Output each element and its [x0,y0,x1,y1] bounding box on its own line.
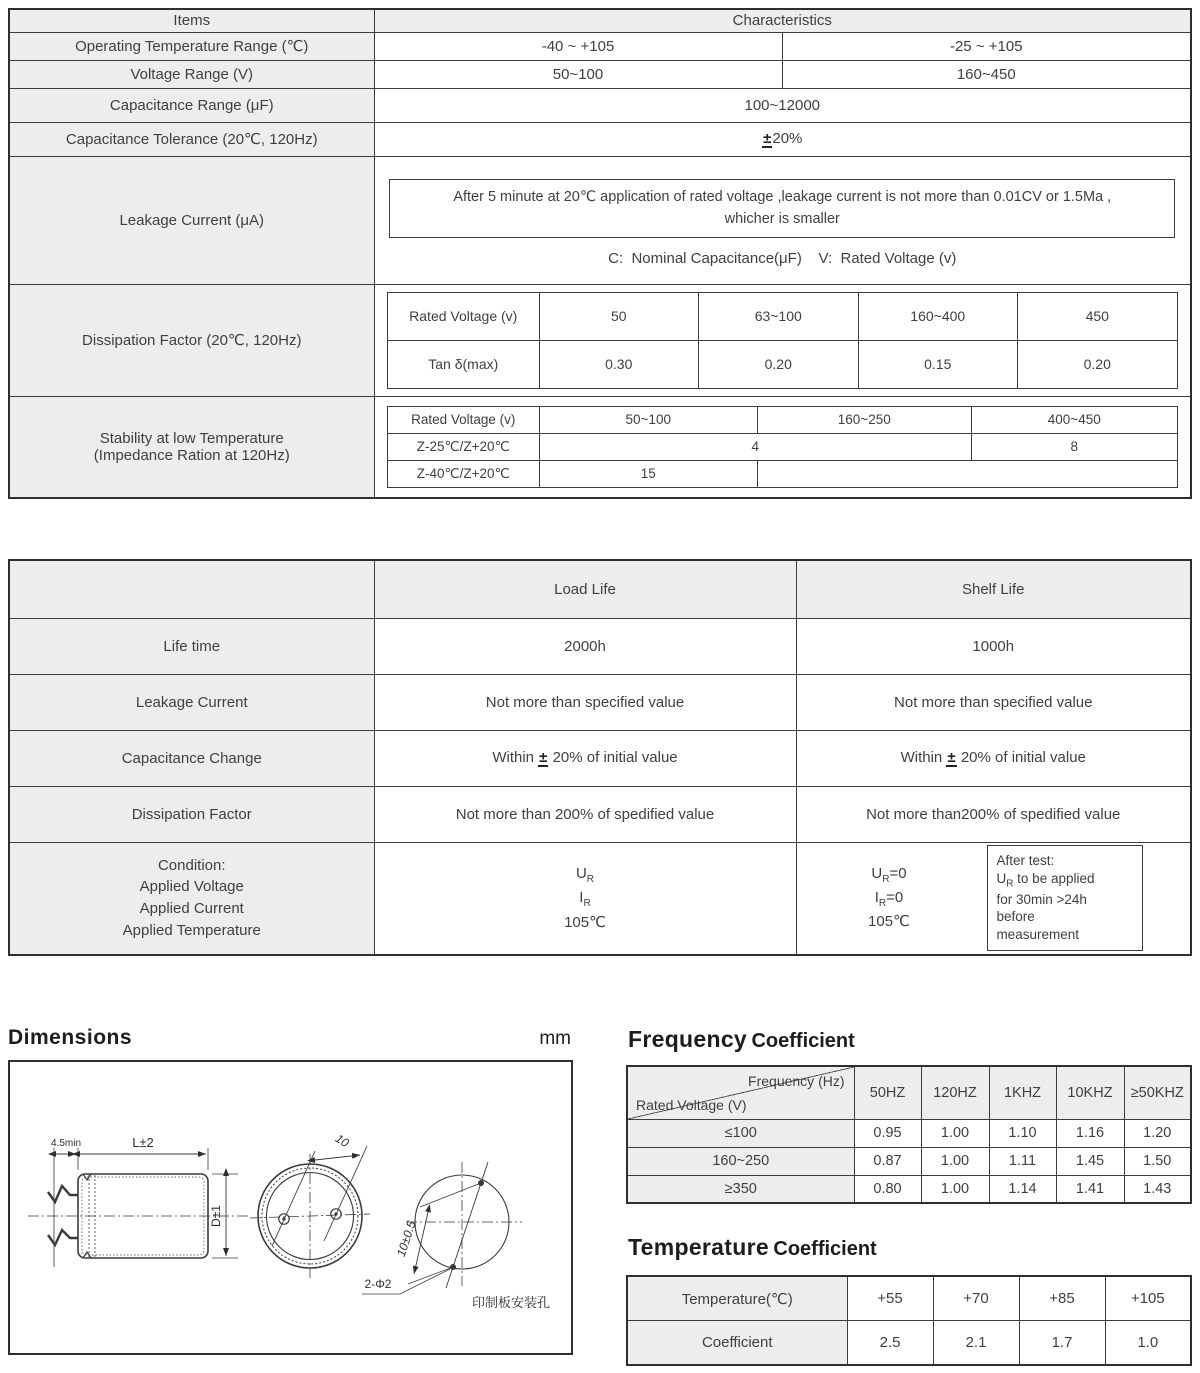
plus-minus-sign: ± [763,129,772,147]
hole-size-label: 2-Φ2 [364,1276,392,1291]
capchange-label: Capacitance Change [9,730,374,786]
df-voltage-col: 160~400 [858,292,1017,340]
shelf-condition-lines: $U_R=0$ $I_R=0$ 105℃ [868,864,910,930]
df-voltage-col: 50 [539,292,698,340]
st-z40-value-b [757,460,1177,487]
df-load-value: Not more than 200% of spedified value [374,786,796,842]
leakage-row-label: Leakage Current [9,674,374,730]
voltage-range-label: Voltage Range (V) [9,60,374,88]
freq-row-label: 160~250 [627,1147,854,1175]
freq-value: 1.45 [1056,1147,1124,1175]
df-tan-value: 0.20 [698,340,858,388]
freq-value: 1.50 [1124,1147,1191,1175]
leakage-shelf-value: Not more than specified value [796,674,1191,730]
temperature-row-label: Temperature(℃) [627,1276,847,1321]
plus-minus-sign: ± [539,748,548,766]
coefficient-value: 2.1 [933,1321,1019,1366]
st-voltage-col: 160~250 [757,406,971,433]
corner-frequency-label: Frequency (Hz) [748,1072,845,1089]
freq-value: 1.41 [1056,1175,1124,1203]
leakage-load-value: Not more than specified value [374,674,796,730]
freq-value: 0.95 [854,1119,921,1147]
capchange-shelf-value: Within ± 20% of initial value [796,730,1191,786]
freq-value: 1.43 [1124,1175,1191,1203]
freq-value: 0.80 [854,1175,921,1203]
freq-col-header: 120HZ [921,1066,989,1120]
st-voltage-col: 50~100 [539,406,757,433]
characteristics-header: Characteristics [374,9,1191,32]
cap-tolerance-value: ±20% [374,122,1191,156]
temperature-coefficient-table [626,1275,1192,1366]
temp-range-low-voltage: -40 ~ +105 [374,32,782,60]
st-voltage-col: 400~450 [971,406,1177,433]
lifetime-label: Life time [9,618,374,674]
st-z40-label: Z-40℃/Z+20℃ [387,460,539,487]
dissipation-factor-label: Dissipation Factor (20℃, 120Hz) [9,284,374,396]
temperature-coefficient-title: Temperature Coefficient [628,1234,877,1260]
df-tan-value: 0.20 [1017,340,1177,388]
freq-value: 1.11 [989,1147,1056,1175]
leakage-note-box: After 5 minute at 20℃ application of rated voltage ,leakage current is not more than 0.01CV or 1.5Ma , whicher is smaller [389,179,1175,237]
cap-tolerance-label: Capacitance Tolerance (20℃, 120Hz) [9,122,374,156]
freq-row-label: ≥350 [627,1175,854,1203]
dimensions-section [8,1026,573,1367]
dissipation-factor-cell [374,284,1191,396]
dimensions-title: Dimensions [8,1025,133,1049]
life-table-corner [9,560,374,618]
stability-label: Stability at low Temperature (Impedance Ration at 120Hz) [9,396,374,498]
condition-load-value: $U_R$ $I_R$ 105℃ [374,842,796,955]
cap-range-value: 100~12000 [374,88,1191,122]
cap-range-label: Capacitance Range (μF) [9,88,374,122]
coefficient-value: 1.7 [1019,1321,1105,1366]
body-length-dim-label: L±2 [132,1134,154,1150]
freq-value: 1.16 [1056,1119,1124,1147]
freq-value: 1.20 [1124,1119,1191,1147]
st-z25-value-a: 4 [539,433,971,460]
coefficient-row-label: Coefficient [627,1321,847,1366]
leakage-legend: C: Nominal Capacitance(μF) V: Rated Voltage (v) [608,249,957,267]
condition-shelf-value [796,842,1191,955]
temp-range-label: Operating Temperature Range (℃) [9,32,374,60]
items-header: Items [9,9,374,32]
voltage-range-low: 50~100 [374,60,782,88]
df-tan-value: 0.30 [539,340,698,388]
df-row-label: Dissipation Factor [9,786,374,842]
stability-inner-table [387,406,1178,488]
shelf-life-header: Shelf Life [796,560,1191,618]
st-z40-value-a: 15 [539,460,757,487]
st-z25-label: Z-25℃/Z+20℃ [387,433,539,460]
st-rated-voltage-label: Rated Voltage (v) [387,406,539,433]
freq-col-header: 10KHZ [1056,1066,1124,1120]
df-tan-label: Tan δ(max) [387,340,539,388]
life-table [8,559,1192,956]
freq-value: 1.14 [989,1175,1056,1203]
terminal-top-view [250,1146,370,1278]
leakage-current-cell [374,156,1191,284]
df-voltage-col: 450 [1017,292,1177,340]
freq-value: 1.10 [989,1119,1056,1147]
capchange-load-value: Within ± 20% of initial value [374,730,796,786]
frequency-table-corner-cell [627,1066,854,1120]
freq-value: 1.00 [921,1147,989,1175]
freq-value: 1.00 [921,1119,989,1147]
leakage-current-label: Leakage Current (μA) [9,156,374,284]
load-life-header: Load Life [374,560,796,618]
dissipation-inner-table [387,292,1178,389]
corner-voltage-label: Rated Voltage (V) [636,1096,747,1113]
temperature-value: +70 [933,1276,1019,1321]
bottom-section [8,1026,1192,1367]
coefficient-value: 2.5 [847,1321,933,1366]
pcb-hole-note: 印制板安装孔 [472,1294,551,1310]
temperature-value: +105 [1105,1276,1191,1321]
lifetime-load-value: 2000h [374,618,796,674]
condition-label: Condition: Applied Voltage Applied Current Applied Temperature [9,842,374,955]
frequency-coefficient-table [626,1065,1192,1205]
dimensions-drawing-panel [8,1060,573,1355]
temperature-value: +85 [1019,1276,1105,1321]
coefficient-value: 1.0 [1105,1321,1191,1366]
hole-pitch-dim-label: 10±0.5 [393,1218,419,1258]
temperature-value: +55 [847,1276,933,1321]
freq-row-label: ≤100 [627,1119,854,1147]
freq-col-header: 50HZ [854,1066,921,1120]
freq-value: 0.87 [854,1147,921,1175]
df-voltage-col: 63~100 [698,292,858,340]
dimensions-unit: mm [539,1027,571,1049]
freq-col-header: ≥50KHZ [1124,1066,1191,1120]
df-tan-value: 0.15 [858,340,1017,388]
lead-length-dim-label: 4.5min [50,1137,82,1149]
stability-cell [374,396,1191,498]
st-z25-value-b: 8 [971,433,1177,460]
capacitor-dimension-drawing [10,1062,571,1353]
df-rated-voltage-label: Rated Voltage (v) [387,292,539,340]
temp-range-high-voltage: -25 ~ +105 [782,32,1191,60]
plus-minus-sign: ± [947,748,956,766]
spec-table [8,8,1192,499]
freq-value: 1.00 [921,1175,989,1203]
coefficients-section [626,1026,1190,1367]
frequency-coefficient-title: Frequency Coefficient [628,1025,855,1052]
lead-pitch-dim-label: 10 [332,1130,352,1150]
df-shelf-value: Not more than200% of spedified value [796,786,1191,842]
voltage-range-high: 160~450 [782,60,1191,88]
after-test-note: After test: $U_R$ to be applied for 30min >24h before measurement [987,845,1143,951]
lifetime-shelf-value: 1000h [796,618,1191,674]
freq-col-header: 1KHZ [989,1066,1056,1120]
diameter-dim-label: D±1 [209,1204,223,1227]
mounting-hole-view [362,1162,522,1294]
